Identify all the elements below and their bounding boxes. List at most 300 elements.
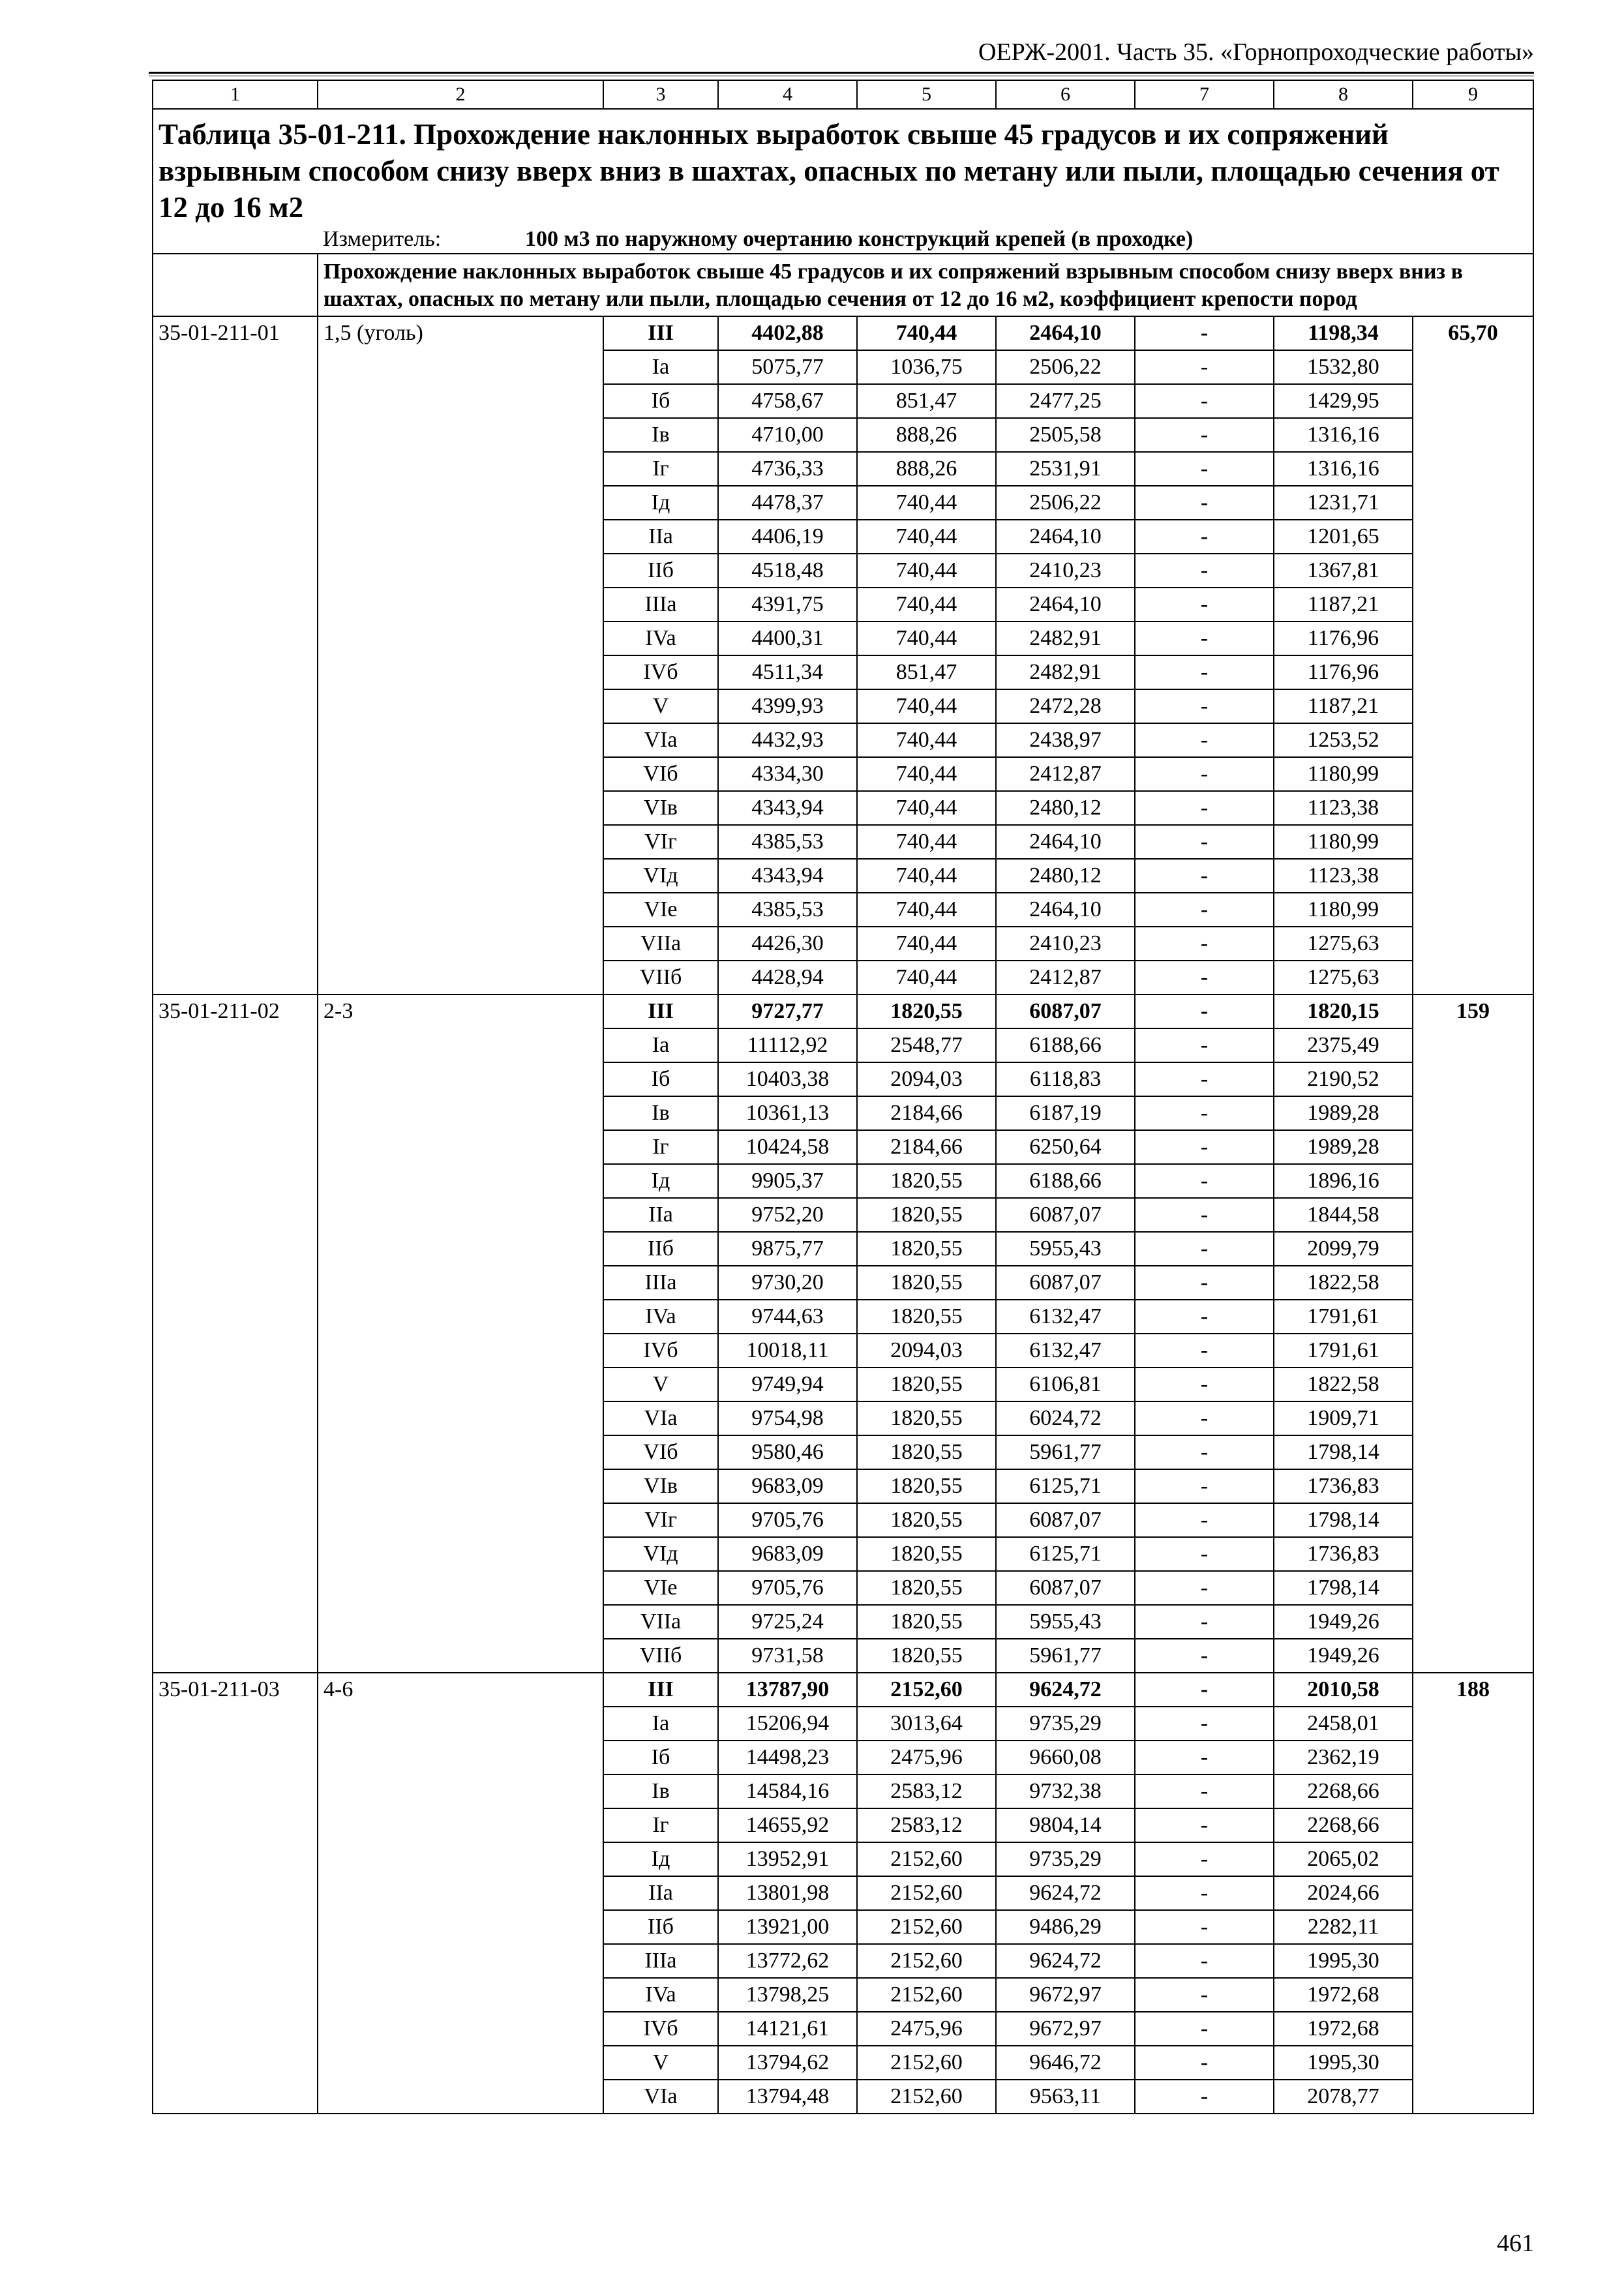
value-cell: 2506,22: [996, 486, 1135, 520]
value-cell: 9730,20: [718, 1266, 857, 1300]
value-cell: 1949,26: [1274, 1639, 1413, 1673]
zone-cell: IVa: [603, 1978, 718, 2012]
measure-unit: [153, 226, 1533, 254]
zone-cell: VIa: [603, 723, 718, 757]
blank-cell: [153, 254, 318, 316]
zone-cell: VIб: [603, 1435, 718, 1469]
value-cell: 1822,58: [1274, 1368, 1413, 1401]
column-number: 3: [603, 80, 718, 109]
value-cell: 13794,48: [718, 2080, 857, 2114]
value-cell: 4400,31: [718, 621, 857, 655]
value-cell: -: [1135, 2046, 1274, 2080]
zone-cell: Iг: [603, 452, 718, 486]
value-cell: 2010,58: [1274, 1673, 1413, 1707]
value-cell: 2480,12: [996, 791, 1135, 825]
value-cell: -: [1135, 723, 1274, 757]
value-cell: 13952,91: [718, 1842, 857, 1876]
zone-cell: Iб: [603, 1741, 718, 1774]
value-cell: 9754,98: [718, 1401, 857, 1435]
section-title: Прохождение наклонных выработок свыше 45 градусов и их сопряжений взрывным способом снизу вверх вниз в шахтах, опасных по метану или пыли, площадью сечения от 12 до 16 м2, коэффициент крепости пород: [318, 254, 1533, 316]
zone-cell: VIe: [603, 1571, 718, 1605]
value-cell: 740,44: [857, 520, 996, 554]
value-cell: 9563,11: [996, 2080, 1135, 2114]
value-cell: 5075,77: [718, 350, 857, 384]
value-cell: 740,44: [857, 893, 996, 927]
value-cell: 1231,71: [1274, 486, 1413, 520]
value-cell: 6132,47: [996, 1334, 1135, 1368]
value-cell: 2531,91: [996, 452, 1135, 486]
value-cell: 1820,55: [857, 1198, 996, 1232]
zone-cell: IIб: [603, 554, 718, 588]
value-cell: -: [1135, 927, 1274, 961]
value-cell: -: [1135, 1503, 1274, 1537]
value-cell: 1123,38: [1274, 791, 1413, 825]
value-cell: 740,44: [857, 723, 996, 757]
value-cell: 851,47: [857, 655, 996, 689]
value-cell: 10424,58: [718, 1130, 857, 1164]
running-header: ОЕРЖ-2001. Часть 35. «Горнопроходческие работы»: [978, 38, 1534, 66]
value-cell: 4758,67: [718, 384, 857, 418]
zone-cell: III: [603, 1673, 718, 1707]
zone-cell: VIe: [603, 893, 718, 927]
value-cell: 9732,38: [996, 1774, 1135, 1808]
value-cell: 6087,07: [996, 1503, 1135, 1537]
value-cell: 9749,94: [718, 1368, 857, 1401]
value-cell: 1798,14: [1274, 1435, 1413, 1469]
value-cell: 2152,60: [857, 1910, 996, 1944]
column-number: 1: [153, 80, 318, 109]
rock-hardness: 4-6: [318, 1673, 603, 2114]
header-rule: [149, 72, 1534, 74]
value-cell: 740,44: [857, 791, 996, 825]
value-cell: 10361,13: [718, 1096, 857, 1130]
value-cell: 2412,87: [996, 961, 1135, 995]
value-cell: 1820,55: [857, 1469, 996, 1503]
value-cell: 4432,93: [718, 723, 857, 757]
value-cell: -: [1135, 995, 1274, 1028]
value-cell: 6125,71: [996, 1469, 1135, 1503]
value-cell: 1275,63: [1274, 927, 1413, 961]
zone-cell: VIг: [603, 1503, 718, 1537]
value-cell: 2475,96: [857, 2012, 996, 2046]
value-cell: 2464,10: [996, 520, 1135, 554]
zone-cell: IVб: [603, 1334, 718, 1368]
value-cell: 6188,66: [996, 1164, 1135, 1198]
value-cell: 2152,60: [857, 1673, 996, 1707]
zone-cell: III: [603, 995, 718, 1028]
value-cell: -: [1135, 1774, 1274, 1808]
value-cell: 740,44: [857, 316, 996, 350]
value-cell: -: [1135, 384, 1274, 418]
value-cell: 1989,28: [1274, 1096, 1413, 1130]
value-cell: 9660,08: [996, 1741, 1135, 1774]
value-cell: -: [1135, 588, 1274, 621]
value-cell: -: [1135, 1673, 1274, 1707]
value-cell: 5961,77: [996, 1639, 1135, 1673]
value-cell: 14655,92: [718, 1808, 857, 1842]
value-cell: 4518,48: [718, 554, 857, 588]
zone-cell: VIв: [603, 1469, 718, 1503]
value-cell: 9646,72: [996, 2046, 1135, 2080]
zone-cell: IVa: [603, 1300, 718, 1334]
value-cell: -: [1135, 1571, 1274, 1605]
value-cell: 2583,12: [857, 1774, 996, 1808]
zone-cell: Iв: [603, 1096, 718, 1130]
value-cell: 9672,97: [996, 2012, 1135, 2046]
value-cell: 2475,96: [857, 1741, 996, 1774]
value-cell: 6087,07: [996, 1571, 1135, 1605]
rock-hardness: 2-3: [318, 995, 603, 1673]
value-cell: 1275,63: [1274, 961, 1413, 995]
rock-hardness: 1,5 (уголь): [318, 316, 603, 995]
value-cell: 9486,29: [996, 1910, 1135, 1944]
rate-code: 35-01-211-01: [153, 316, 318, 995]
value-cell: 740,44: [857, 554, 996, 588]
value-cell: -: [1135, 1164, 1274, 1198]
value-cell: 13772,62: [718, 1944, 857, 1978]
measure-label: Измеритель:: [323, 227, 442, 251]
value-cell: 2438,97: [996, 723, 1135, 757]
value-cell: 1820,55: [857, 1232, 996, 1266]
value-cell: 10018,11: [718, 1334, 857, 1368]
value-cell: -: [1135, 1266, 1274, 1300]
value-cell: 1791,61: [1274, 1334, 1413, 1368]
value-cell: 4428,94: [718, 961, 857, 995]
value-cell: 1995,30: [1274, 2046, 1413, 2080]
value-cell: -: [1135, 554, 1274, 588]
value-cell: 9683,09: [718, 1469, 857, 1503]
value-cell: 1798,14: [1274, 1571, 1413, 1605]
value-cell: 9705,76: [718, 1503, 857, 1537]
value-cell: -: [1135, 1334, 1274, 1368]
zone-cell: VIг: [603, 825, 718, 859]
value-cell: 740,44: [857, 859, 996, 893]
value-cell: 740,44: [857, 689, 996, 723]
column-number: 5: [857, 80, 996, 109]
value-cell: -: [1135, 1028, 1274, 1062]
value-cell: 1949,26: [1274, 1605, 1413, 1639]
value-cell: 9683,09: [718, 1537, 857, 1571]
value-cell: 1989,28: [1274, 1130, 1413, 1164]
value-cell: 1791,61: [1274, 1300, 1413, 1334]
value-cell: 4511,34: [718, 655, 857, 689]
value-cell: 2362,19: [1274, 1741, 1413, 1774]
column-number-row: [153, 80, 1533, 109]
value-cell: 1972,68: [1274, 2012, 1413, 2046]
zone-cell: VIa: [603, 2080, 718, 2114]
value-cell: -: [1135, 961, 1274, 995]
value-cell: 2480,12: [996, 859, 1135, 893]
value-cell: -: [1135, 520, 1274, 554]
value-cell: 4334,30: [718, 757, 857, 791]
value-cell: 1429,95: [1274, 384, 1413, 418]
value-cell: 2410,23: [996, 927, 1135, 961]
value-cell: 2152,60: [857, 1842, 996, 1876]
value-cell: 2152,60: [857, 1944, 996, 1978]
zone-cell: VIa: [603, 1401, 718, 1435]
value-cell: -: [1135, 1232, 1274, 1266]
column-number: 8: [1274, 80, 1413, 109]
zone-cell: Ia: [603, 1707, 718, 1741]
value-cell: 4385,53: [718, 893, 857, 927]
value-cell: 2548,77: [857, 1028, 996, 1062]
zone-cell: VIд: [603, 1537, 718, 1571]
value-cell: -: [1135, 2012, 1274, 2046]
table-row: [153, 1673, 1533, 1707]
zone-cell: V: [603, 2046, 718, 2080]
value-cell: 1187,21: [1274, 588, 1413, 621]
table-row: [153, 316, 1533, 350]
value-cell: 1176,96: [1274, 655, 1413, 689]
value-cell: 1820,55: [857, 1435, 996, 1469]
value-cell: 2482,91: [996, 655, 1135, 689]
value-cell: 2412,87: [996, 757, 1135, 791]
zone-cell: IVa: [603, 621, 718, 655]
zone-cell: Iб: [603, 1062, 718, 1096]
value-cell: 2078,77: [1274, 2080, 1413, 2114]
value-cell: 1180,99: [1274, 757, 1413, 791]
zone-cell: Ia: [603, 1028, 718, 1062]
value-cell: 2024,66: [1274, 1876, 1413, 1910]
zone-cell: VIIб: [603, 961, 718, 995]
zone-cell: IIб: [603, 1232, 718, 1266]
value-cell: 2464,10: [996, 825, 1135, 859]
value-cell: -: [1135, 1096, 1274, 1130]
value-cell: 4736,33: [718, 452, 857, 486]
zone-cell: IVб: [603, 655, 718, 689]
zone-cell: VIб: [603, 757, 718, 791]
value-cell: 1316,16: [1274, 452, 1413, 486]
value-cell: 1820,55: [857, 1164, 996, 1198]
value-cell: -: [1135, 621, 1274, 655]
value-cell: 13801,98: [718, 1876, 857, 1910]
value-cell: -: [1135, 859, 1274, 893]
value-cell: 1820,55: [857, 1571, 996, 1605]
value-cell: -: [1135, 655, 1274, 689]
value-cell: 14498,23: [718, 1741, 857, 1774]
column-number: 9: [1413, 80, 1533, 109]
value-cell: -: [1135, 1368, 1274, 1401]
value-cell: 851,47: [857, 384, 996, 418]
value-cell: 2268,66: [1274, 1774, 1413, 1808]
rate-code: 35-01-211-02: [153, 995, 318, 1673]
labor-cost: 188: [1413, 1673, 1533, 2114]
value-cell: 9735,29: [996, 1842, 1135, 1876]
value-cell: -: [1135, 418, 1274, 452]
value-cell: -: [1135, 1605, 1274, 1639]
value-cell: 13798,25: [718, 1978, 857, 2012]
zone-cell: VIIб: [603, 1639, 718, 1673]
value-cell: 2268,66: [1274, 1808, 1413, 1842]
column-number: 7: [1135, 80, 1274, 109]
value-cell: 1198,34: [1274, 316, 1413, 350]
value-cell: 9705,76: [718, 1571, 857, 1605]
value-cell: 6087,07: [996, 1198, 1135, 1232]
value-cell: 740,44: [857, 927, 996, 961]
value-cell: 1367,81: [1274, 554, 1413, 588]
value-cell: 13794,62: [718, 2046, 857, 2080]
value-cell: 1972,68: [1274, 1978, 1413, 2012]
value-cell: 1896,16: [1274, 1164, 1413, 1198]
value-cell: -: [1135, 1944, 1274, 1978]
value-cell: -: [1135, 893, 1274, 927]
value-cell: 2375,49: [1274, 1028, 1413, 1062]
value-cell: 6188,66: [996, 1028, 1135, 1062]
value-cell: 6024,72: [996, 1401, 1135, 1435]
value-cell: 2184,66: [857, 1130, 996, 1164]
value-cell: 1316,16: [1274, 418, 1413, 452]
value-cell: -: [1135, 1401, 1274, 1435]
value-cell: 2152,60: [857, 2080, 996, 2114]
value-cell: 1844,58: [1274, 1198, 1413, 1232]
labor-cost: 65,70: [1413, 316, 1533, 995]
value-cell: 9672,97: [996, 1978, 1135, 2012]
value-cell: 740,44: [857, 588, 996, 621]
value-cell: 1820,55: [857, 1266, 996, 1300]
zone-cell: VIIa: [603, 927, 718, 961]
value-cell: -: [1135, 791, 1274, 825]
value-cell: 2282,11: [1274, 1910, 1413, 1944]
value-cell: 6125,71: [996, 1537, 1135, 1571]
value-cell: 1180,99: [1274, 825, 1413, 859]
zone-cell: IIб: [603, 1910, 718, 1944]
value-cell: 2094,03: [857, 1062, 996, 1096]
value-cell: 9744,63: [718, 1300, 857, 1334]
value-cell: 2506,22: [996, 350, 1135, 384]
value-cell: 4406,19: [718, 520, 857, 554]
value-cell: 2065,02: [1274, 1842, 1413, 1876]
value-cell: 6087,07: [996, 995, 1135, 1028]
table-row: [153, 995, 1533, 1028]
value-cell: 1736,83: [1274, 1469, 1413, 1503]
value-cell: 1532,80: [1274, 350, 1413, 384]
zone-cell: Iд: [603, 1842, 718, 1876]
value-cell: -: [1135, 1876, 1274, 1910]
value-cell: 740,44: [857, 757, 996, 791]
value-cell: 6087,07: [996, 1266, 1135, 1300]
value-cell: 2464,10: [996, 893, 1135, 927]
value-cell: 1180,99: [1274, 893, 1413, 927]
value-cell: 1820,55: [857, 1368, 996, 1401]
value-cell: 1820,55: [857, 1639, 996, 1673]
column-number: 4: [718, 80, 857, 109]
value-cell: 1995,30: [1274, 1944, 1413, 1978]
value-cell: 4426,30: [718, 927, 857, 961]
value-cell: 6118,83: [996, 1062, 1135, 1096]
value-cell: 2583,12: [857, 1808, 996, 1842]
labor-cost: 159: [1413, 995, 1533, 1673]
value-cell: 9752,20: [718, 1198, 857, 1232]
zone-cell: Iд: [603, 1164, 718, 1198]
value-cell: 740,44: [857, 621, 996, 655]
value-cell: -: [1135, 1707, 1274, 1741]
value-cell: 2505,58: [996, 418, 1135, 452]
zone-cell: VIд: [603, 859, 718, 893]
value-cell: 11112,92: [718, 1028, 857, 1062]
value-cell: 1798,14: [1274, 1503, 1413, 1537]
value-cell: 4391,75: [718, 588, 857, 621]
value-cell: 9905,37: [718, 1164, 857, 1198]
value-cell: 1822,58: [1274, 1266, 1413, 1300]
value-cell: 9804,14: [996, 1808, 1135, 1842]
zone-cell: IIIa: [603, 1944, 718, 1978]
value-cell: 1253,52: [1274, 723, 1413, 757]
value-cell: 5955,43: [996, 1232, 1135, 1266]
value-cell: 1820,55: [857, 1537, 996, 1571]
value-cell: 1820,55: [857, 995, 996, 1028]
value-cell: -: [1135, 1435, 1274, 1469]
value-cell: 1736,83: [1274, 1537, 1413, 1571]
table-title: Таблица 35-01-211. Прохождение наклонных выработок свыше 45 градусов и их сопряжений взрывным способом снизу вверх вниз в шахтах, опасных по метану или пыли, площадью сечения от 12 до 16 м2: [153, 109, 1533, 226]
value-cell: 1820,55: [857, 1503, 996, 1537]
column-number: 6: [996, 80, 1135, 109]
zone-cell: VIв: [603, 791, 718, 825]
value-cell: 9731,58: [718, 1639, 857, 1673]
value-cell: 9624,72: [996, 1673, 1135, 1707]
value-cell: 2190,52: [1274, 1062, 1413, 1096]
value-cell: -: [1135, 1130, 1274, 1164]
zone-cell: V: [603, 689, 718, 723]
value-cell: -: [1135, 2080, 1274, 2114]
value-cell: 1201,65: [1274, 520, 1413, 554]
zone-cell: Iг: [603, 1808, 718, 1842]
zone-cell: IIa: [603, 1876, 718, 1910]
zone-cell: IVб: [603, 2012, 718, 2046]
value-cell: -: [1135, 1062, 1274, 1096]
value-cell: 888,26: [857, 418, 996, 452]
zone-cell: IIa: [603, 520, 718, 554]
value-cell: 14121,61: [718, 2012, 857, 2046]
rates-table: [152, 80, 1534, 2114]
value-cell: 5961,77: [996, 1435, 1135, 1469]
zone-cell: Iд: [603, 486, 718, 520]
zone-cell: V: [603, 1368, 718, 1401]
value-cell: 1176,96: [1274, 621, 1413, 655]
value-cell: 14584,16: [718, 1774, 857, 1808]
value-cell: 2458,01: [1274, 1707, 1413, 1741]
value-cell: -: [1135, 1842, 1274, 1876]
value-cell: 1820,55: [857, 1605, 996, 1639]
page-number: 461: [1497, 2230, 1534, 2257]
value-cell: 2464,10: [996, 316, 1135, 350]
zone-cell: Iб: [603, 384, 718, 418]
value-cell: 1036,75: [857, 350, 996, 384]
value-cell: 4402,88: [718, 316, 857, 350]
zone-cell: III: [603, 316, 718, 350]
value-cell: 13921,00: [718, 1910, 857, 1944]
zone-cell: IIa: [603, 1198, 718, 1232]
value-cell: 4399,93: [718, 689, 857, 723]
value-cell: -: [1135, 1808, 1274, 1842]
value-cell: 2410,23: [996, 554, 1135, 588]
value-cell: 10403,38: [718, 1062, 857, 1096]
value-cell: -: [1135, 825, 1274, 859]
value-cell: -: [1135, 1639, 1274, 1673]
zone-cell: IIIa: [603, 1266, 718, 1300]
value-cell: 9735,29: [996, 1707, 1135, 1741]
value-cell: -: [1135, 486, 1274, 520]
value-cell: 2477,25: [996, 384, 1135, 418]
value-cell: -: [1135, 757, 1274, 791]
value-cell: 6106,81: [996, 1368, 1135, 1401]
value-cell: 9725,24: [718, 1605, 857, 1639]
value-cell: -: [1135, 1469, 1274, 1503]
value-cell: 2472,28: [996, 689, 1135, 723]
value-cell: -: [1135, 1198, 1274, 1232]
value-cell: 2094,03: [857, 1334, 996, 1368]
value-cell: 13787,90: [718, 1673, 857, 1707]
value-cell: -: [1135, 1537, 1274, 1571]
